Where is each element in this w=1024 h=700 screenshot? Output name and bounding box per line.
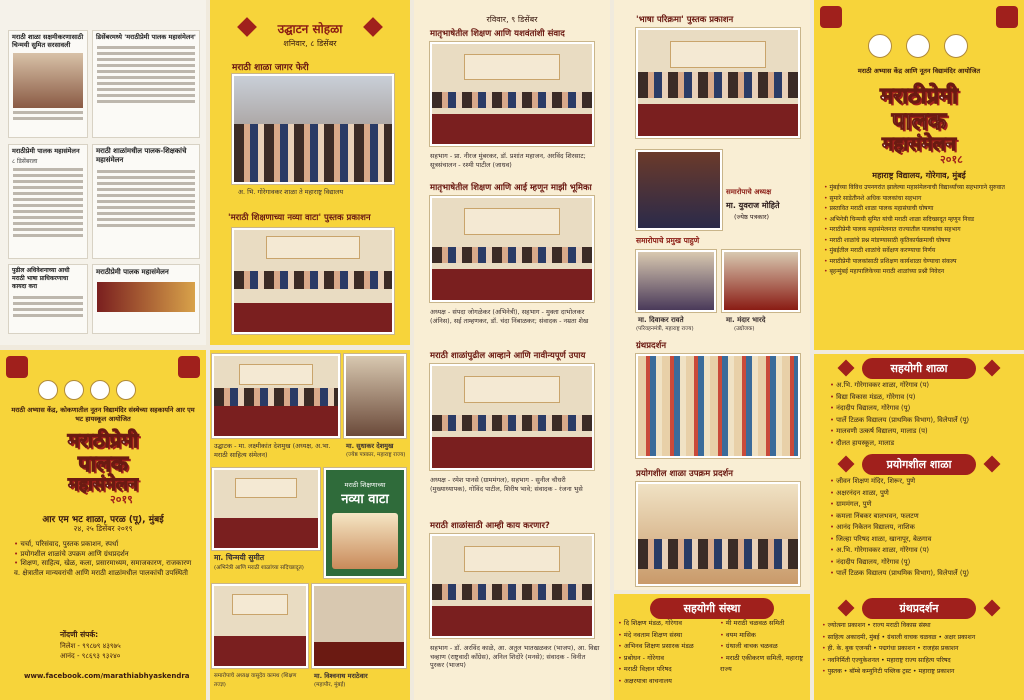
ornament-icon (838, 456, 855, 473)
news-headline: मराठी शाळांमधील पालक-शिक्षकांचे महासंमेलन (96, 147, 187, 164)
guest-photo-2 (722, 250, 800, 312)
venue-text: महाराष्ट्र विद्यालय, गोरेगाव, मुंबई (872, 171, 966, 180)
guest-photo-1 (636, 250, 716, 312)
news-clip-2 (92, 30, 200, 138)
chairman-label: समारोपाचे अध्यक्ष (726, 188, 772, 196)
point: • चर्चा, परिसंवाद, पुस्तक प्रकाशन, स्पर्धा (14, 540, 194, 550)
mayor-photo (312, 584, 406, 668)
contact-1: निलेश - ९९८७९ ४३९७५ (60, 642, 121, 650)
session-photo-1 (430, 42, 594, 146)
logo-icon (906, 34, 930, 58)
session-caption: अध्यक्ष - संपदा जोगळेकर (अभिनेत्री), सहभाग - मुक्ता दाभोलकर (अंनिस), सई ताम्हणकर, डॉ. चंदा निंबाळकर; संवादक - नम्रता शेख (430, 308, 589, 325)
session-photo-3 (430, 364, 594, 470)
section-title: उद्घाटन सोहळा (277, 22, 343, 36)
news-subhead: ८ डिसेंबरला (12, 158, 38, 165)
ornament-icon (838, 360, 855, 377)
rally-photo (232, 74, 394, 184)
closing-photo (212, 584, 308, 668)
point: • प्रस्तावित मराठी शाळा पालक महासंघाची घोषणा (824, 205, 1018, 214)
logo-icon (868, 34, 892, 58)
session-photo-4 (430, 534, 594, 638)
book-subtitle: मराठी शिक्षणाच्या (344, 481, 386, 489)
ornament-icon (984, 360, 1001, 377)
inaugurator-photo (212, 354, 340, 438)
photo-caption: (महापौर, मुंबई) (314, 682, 346, 688)
closing-panel (614, 0, 810, 590)
ornament-icon (984, 600, 1001, 617)
pschool-item: • जिल्हा परिषद शाळा, खानापूर, बेळगाव (830, 534, 969, 546)
organizer-text: मराठी अभ्यास केंद्र, कोकणातील नूतन विद्यामंदिर संस्थेच्या सहकार्याने आर एम भट हायस्कूल आयोजित (11, 406, 195, 423)
orgs-list-right (720, 618, 808, 676)
school-item: • मालवणी उत्कर्ष विद्यालय, मालाड (प) (830, 426, 969, 438)
session-caption: अध्यक्ष - रमेश पानसे (ग्राममंगल), सहभाग - सुनील चौधरी (मुख्याध्यापक), गोविंद पाटील, शिरीष भावे; संवादक - रंजना भुसे (430, 476, 583, 493)
pschool-item: • पार्ले टिळक विद्यालय (प्राथमिक विभाग), विलेपार्ले (पू) (830, 568, 969, 580)
pschool-item: • अ.भि. गोरेगावकर शाळा, गोरेगाव (प) (830, 545, 969, 557)
orgs-panel (614, 594, 810, 700)
org-item: • ग्रंथाली वाचक चळवळ (720, 641, 808, 653)
news-headline: मराठीप्रेमी पालक महासंमेलन (12, 147, 80, 155)
org-item: • मराठी एकीकरण समिती, महाराष्ट्र राज्य (720, 653, 808, 676)
news-headline: पुढील अधिवेशनाच्या आधी मराठी भाषा प्राधिकरणाचा कायदा करा (12, 267, 70, 290)
ornament-icon (996, 6, 1018, 28)
book-item: • ही. के. बुक एजन्सी • पद्मगंधा प्रकाशन • राजहंस प्रकाशन (822, 643, 975, 655)
guests-label: समारोपाचे प्रमुख पाहुणे (636, 236, 700, 245)
point: • सुमारे साडेतीनशे अधिक पालकांचा सहभाग (824, 195, 1018, 204)
logo-icon (944, 34, 968, 58)
cover2-points (14, 540, 194, 578)
year-text: २०१९ (110, 493, 133, 506)
org-item: • मी मराठी चळवळ समिती (720, 618, 808, 630)
news-clippings-panel (0, 0, 206, 345)
photo-caption: मा. सुधाकर देशमुख (346, 442, 394, 450)
news-clip-1 (8, 30, 88, 138)
ornament-icon (838, 600, 855, 617)
book-launch-photo (232, 228, 394, 334)
news-photo (97, 282, 195, 312)
title-line-3: महासंमेलन (67, 474, 139, 495)
point: • मराठी शाळांचे प्रश्न मांडण्यासाठी कृतिकार्यक्रमाची घोषणा (824, 237, 1018, 246)
lists-panel (814, 354, 1024, 700)
org-item: • मंदे नवताम शिक्षण संस्था (618, 630, 694, 642)
title-line-1: मराठीप्रेमी (880, 84, 958, 109)
subsection-title: ग्रंथप्रदर्शन (636, 341, 667, 351)
logo-icon (90, 380, 110, 400)
org-item: • मराठी विज्ञान परिषद (618, 664, 694, 676)
pschool-item: • आनंद निकेतन विद्यालय, नाशिक (830, 522, 969, 534)
sessions-panel (414, 0, 610, 700)
photo-caption: मा. चिन्मयी सुमीत (214, 553, 265, 562)
org-item: • अक्षरयात्रा वाचनालय (618, 676, 694, 688)
session-title: मराठी शाळांसाठी आम्ही काय करणार? (430, 521, 550, 531)
chinmayi-photo (212, 468, 320, 550)
org-item: • दि शिक्षण मंडळ, गोरेगाव (618, 618, 694, 630)
guest-role: (परिवहनमंत्री, महाराष्ट्र राज्य) (636, 326, 694, 332)
org-item: • प्रबोधन - गोरेगाव (618, 653, 694, 665)
session-photo-2 (430, 196, 594, 302)
school-item: • पार्ले टिळक विद्यालय (प्राथमिक विभाग), विलेपार्ले (पू) (830, 415, 969, 427)
title-line-2: पालक (891, 107, 947, 135)
book-exhibition-photo (636, 354, 800, 458)
pschools-list (830, 476, 969, 580)
ornament-icon (820, 6, 842, 28)
photo-caption: समारोपाचे अध्यक्ष वासुदेव कामथ (शिक्षण तज्ज्ञ) (214, 673, 297, 688)
venue-text: आर एम भट शाळा, परळ (पू), मुंबई (42, 515, 164, 525)
schools-list (830, 380, 969, 449)
date-text: शनिवार, ८ डिसेंबर (283, 39, 337, 48)
inauguration-panel (210, 0, 410, 345)
subsection-title: प्रयोगशील शाळा उपक्रम प्रदर्शन (636, 469, 733, 479)
point: • मराठीप्रेमी पालक महासंमेलनात राज्यातील पालकांचा सहभाग (824, 226, 1018, 235)
news-headline: डिसेंबरमध्ये 'मराठीप्रेमी पालक महासंमेलन' (96, 33, 196, 41)
photo-caption: अ. भि. गोरेगावकर शाळा ते महाराष्ट्र विद्यालय (238, 188, 344, 196)
session-title: मातृभाषेतील शिक्षण आणि आई म्हणून माझी भूमिका (430, 183, 592, 193)
organizer-text: मराठी अभ्यास केंद्र आणि नूतन विद्यामंदिर आयोजित (857, 67, 981, 75)
photo-caption: उद्घाटक - मा. लक्ष्मीकांत देशमुख (अध्यक्ष, अ.भा. मराठी साहित्य संमेलन) (214, 442, 331, 459)
point: • मराठीप्रेमी पालकांसाठी प्रशिक्षण कार्यशाळा घेण्याचा संकल्प (824, 258, 1018, 267)
guest-name: मा. दिवाकर रावते (638, 316, 684, 324)
year-text: २०१८ (940, 153, 963, 166)
logo-icon (64, 380, 84, 400)
session-caption: सहभाग - प्रा. नीरज मुंबरकर, डॉ. प्रशांत महाजन, अरविंद शिरसाट; सूत्रसंचालन - रश्मी पाटील (जाधव) (430, 152, 586, 169)
news-headline: मराठी शाळा सक्षमीकरणासाठी चिन्मयी सुमित सरसावली (12, 33, 84, 49)
news-clip-4 (92, 144, 200, 259)
speaker-photo (344, 354, 406, 438)
session-title: मराठी शाळांपुढील आव्हाने आणि नावीन्यपूर्ण उपाय (430, 351, 586, 361)
chairman-name: मा. युवराज मोहिते (726, 201, 780, 210)
pschool-item: • ग्राममंगल, पुणे (830, 499, 969, 511)
subsection-title: 'मराठी शिक्षणाच्या नव्या वाटा' पुस्तक प्रकाशन (228, 213, 371, 223)
title-line-1: मराठीप्रेमी (67, 428, 139, 452)
ornament-icon (178, 356, 200, 378)
books-title: ग्रंथप्रदर्शन (862, 598, 976, 619)
subsection-title: 'भाषा परिक्रमा' पुस्तक प्रकाशन (636, 15, 734, 25)
ornament-icon (984, 456, 1001, 473)
news-clip-3 (8, 144, 88, 259)
news-photo (13, 53, 83, 108)
book-cover-photo (324, 468, 406, 578)
contact-label: नोंदणी संपर्क: (60, 630, 99, 639)
logo-icon (116, 380, 136, 400)
school-item: • दौलत हायस्कूल, मालाड (830, 438, 969, 450)
org-item: • वयम मासिक (720, 630, 808, 642)
book-release-photo (636, 28, 800, 138)
guest-name: मा. मंदार भारदे (726, 316, 766, 324)
date-text: रविवार, ९ डिसेंबर (486, 15, 538, 24)
point: • अभिनेत्री चिन्मयी सुमित यांची मराठी शाळा सदिच्छादूत म्हणून निवड (824, 216, 1018, 225)
point: • प्रयोगशील शाळांचे उपक्रम आणि ग्रंथप्रदर्शन (14, 550, 194, 560)
books-list (822, 620, 975, 678)
session-title: मातृभाषेतील शिक्षण आणि यशवंतांशी संवाद (430, 29, 565, 39)
dates-text: २४, २५ डिसेंबर २०१९ (73, 524, 133, 533)
book-item: • ज्योत्स्ना प्रकाशन • राज्य मराठी विकास संस्था (822, 620, 975, 632)
ornament-icon (6, 356, 28, 378)
cover-points (824, 184, 1018, 277)
point: • बृहन्मुंबई महापालिकेच्या मराठी शाळांच्या प्रश्नी निवेदन (824, 268, 1018, 277)
logo-icon (38, 380, 58, 400)
orgs-title: सहयोगी संस्था (650, 598, 774, 619)
guest-role: (उद्योजक) (734, 326, 755, 332)
org-item: • अभिनव शिक्षण प्रसारक मंडळ (618, 641, 694, 653)
website-link[interactable]: www.facebook.com/marathiabhyaskendra (24, 672, 190, 680)
pschool-item: • अक्षरनंदन शाळा, पुणे (830, 488, 969, 500)
pschool-item: • जीवन शिक्षण मंदिर, शिरूर, पुणे (830, 476, 969, 488)
school-exhibition-photo (636, 482, 800, 586)
book-title: नव्या वाटा (341, 492, 389, 507)
book-item: • साहित्य अकादमी, मुंबई • ग्रंथाली वाचक चळवळ • अक्षर प्रकाशन (822, 632, 975, 644)
news-headline: मराठीप्रेमी पालक महासंमेलन (96, 268, 169, 276)
book-item: • नवनिर्मिती एज्युकेशनल • महाराष्ट्र राज्य साहित्य परिषद (822, 655, 975, 667)
schools-title: सहयोगी शाळा (862, 358, 976, 379)
chairman-photo (636, 150, 722, 230)
point: • मुंबईतील मराठी शाळांचे सर्वेक्षण करण्याचा निर्णय (824, 247, 1018, 256)
photo-caption: (अभिनेत्री आणि मराठी शाळांच्या सदिच्छादूत) (214, 565, 304, 571)
photo-caption: मा. विश्वनाथ मराठेवार (314, 672, 368, 680)
contact-2: आनंद - ९८६९३ ९३२४० (60, 652, 121, 660)
orgs-list-left (618, 618, 694, 687)
chairman-role: (ज्येष्ठ पत्रकार) (734, 213, 770, 221)
subsection-title: मराठी शाळा जागर फेरी (232, 63, 309, 73)
cover-2019-panel (0, 350, 206, 700)
title-line-3: महासंमेलन (881, 133, 956, 155)
point: • मुंबईच्या विविध उपनगरांत झालेल्या महासंमेलनाची विद्यार्थ्यांच्या सहभागाने सुरुवात (824, 184, 1018, 193)
photos-panel (210, 350, 410, 700)
photo-caption: (ज्येष्ठ पत्रकार, महाराष्ट्र राज्य) (346, 452, 406, 458)
title-line-2: पालक (77, 452, 128, 477)
book-item: • पुस्तक • बॉम्बे कम्युनिटी पब्लिक ट्रस्ट • महाराष्ट्र प्रकाशन (822, 666, 975, 678)
pschool-item: • नंदादीप विद्यालय, गोरेगाव (पू) (830, 557, 969, 569)
session-caption: सहभाग - डॉ. अरविंद काळे, आ. अतुल भातखळकर (भाजप), आ. विद्या चव्हाण (राष्ट्रवादी काँग्रेस), अनिल शिदोरे (मनसे); संवादक - विनीत पुरकर (भाजप) (430, 644, 600, 669)
news-clip-5 (8, 264, 88, 334)
pschool-item: • कमला निंबकर बालभवन, फलटण (830, 511, 969, 523)
news-clip-6 (92, 264, 200, 334)
pschools-title: प्रयोगशील शाळा (862, 454, 976, 475)
school-item: • अ.भि. गोरेगावकर शाळा, गोरेगाव (प) (830, 380, 969, 392)
point: • शिक्षण, साहित्य, खेळ, कला, प्रसारमाध्यम, समाजकारण, राजकारण व. क्षेत्रातील मान्यवरांची आणि मराठी शाळांमधील पालकांची उपस्थिती (14, 559, 194, 578)
cover-2018-panel (814, 0, 1024, 350)
school-item: • नंदादीप विद्यालय, गोरेगाव (पू) (830, 403, 969, 415)
school-item: • विद्या विकास मंडळ, गोरेगाव (प) (830, 392, 969, 404)
